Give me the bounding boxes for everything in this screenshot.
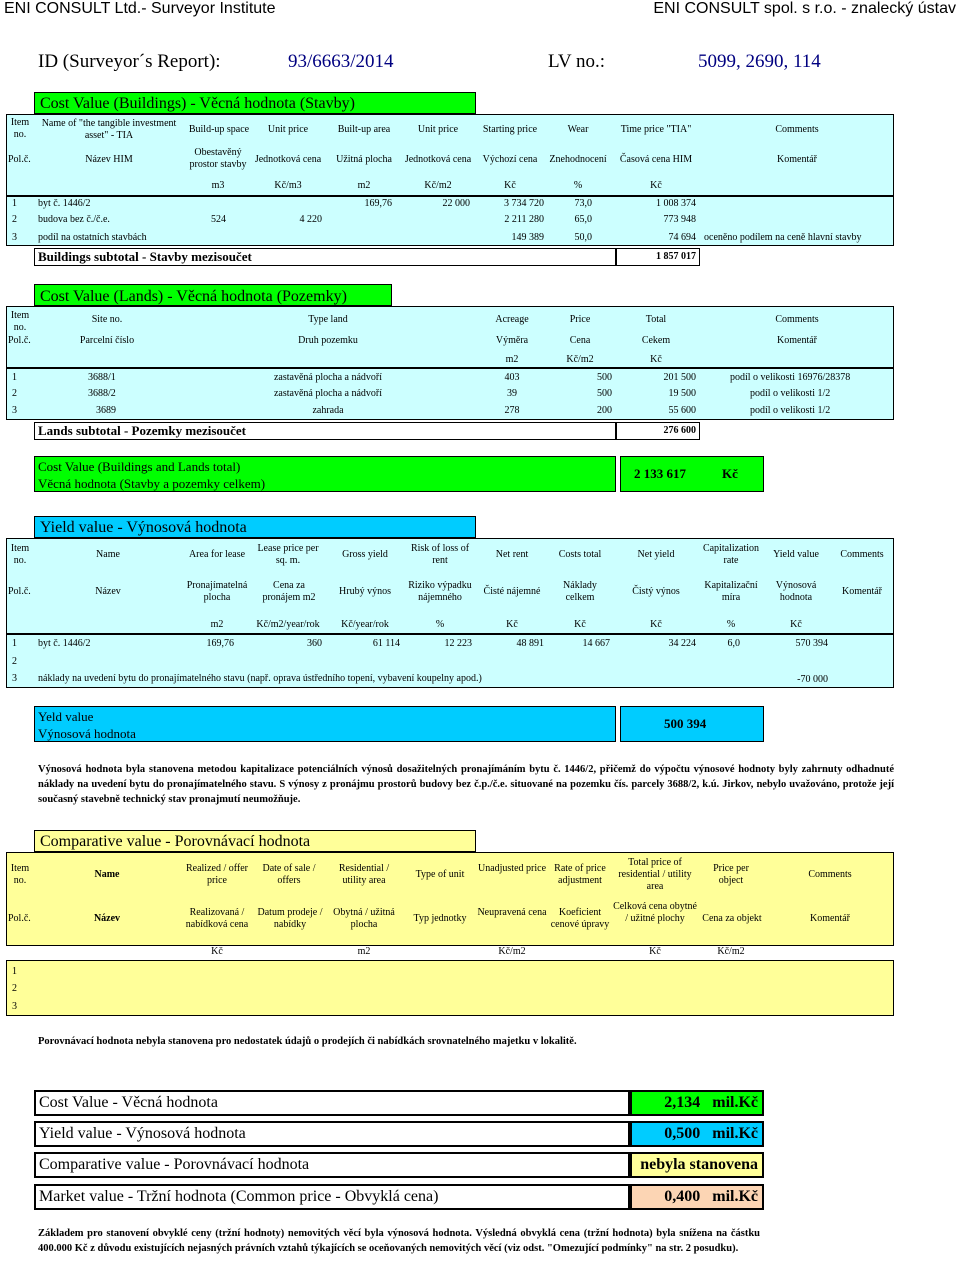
pol-c-header: Pol.č.	[8, 154, 31, 165]
unit-kc2: Kč	[650, 180, 662, 191]
lands-col-total-en: Total	[645, 314, 667, 325]
y-unit-risk: %	[435, 619, 445, 630]
c-row3-no: 3	[12, 1001, 17, 1012]
unit-kc-m2: Kč/m2	[424, 180, 452, 191]
lands-col-acreage-cz: Výměra	[495, 335, 529, 346]
c-col-name-cz: Název	[93, 913, 121, 924]
lands-col-price-en: Price	[569, 314, 591, 325]
b-row2-no: 2	[12, 214, 17, 225]
item-no-header: Item no.	[10, 117, 30, 140]
header-left: ENI CONSULT Ltd.- Surveyor Institute	[4, 0, 276, 17]
y-col-costs-cz: Náklady celkem	[563, 580, 597, 603]
lands-col-acreage-en: Acreage	[495, 314, 529, 325]
y-col-netyield-cz: Čistý výnos	[632, 586, 680, 597]
b-row2-space: 524	[211, 214, 226, 225]
b-row3-time: 74 694	[668, 232, 696, 243]
col-wear-cz: Znehodnocení	[549, 154, 607, 165]
lands-col-type-en: Type land	[308, 314, 348, 325]
y-unit-value: Kč	[790, 619, 802, 630]
l-row1-type: zastavěná plocha a nádvoří	[273, 372, 382, 383]
lands-col-total-cz: Cekem	[641, 335, 671, 346]
total-line1: Cost Value (Buildings and Lands total)	[38, 459, 241, 474]
lands-col-site-cz: Parcelní číslo	[79, 335, 135, 346]
col-area-cz: Užitná plocha	[336, 154, 392, 165]
y-row1-name: byt č. 1446/2	[38, 638, 91, 649]
unit-m2: m2	[357, 180, 371, 191]
report-id-label: ID (Surveyor´s Report):	[38, 51, 221, 72]
col-start-cz: Výchozí cena	[482, 154, 538, 165]
c-col-obj-cz: Cena za objekt	[702, 913, 762, 924]
summary-market-label: Market value - Tržní hodnota (Common price - Obvyklá cena)	[39, 1188, 439, 1205]
b-row1-start: 3 734 720	[504, 198, 544, 209]
lands-col-type-cz: Druh pozemku	[298, 335, 358, 346]
col-uprice-cz: Jednotková cena	[254, 154, 322, 165]
total-currency: Kč	[722, 466, 738, 481]
l-row1-total: 201 500	[663, 372, 696, 383]
c-unit-kc: Kč	[211, 946, 223, 957]
summary-cost-value: 2,134 mil.Kč	[664, 1094, 758, 1111]
lands-item-no: Item no.	[10, 310, 30, 333]
c-col-date-en: Date of sale / offers	[262, 863, 316, 886]
y-unit-gross: Kč/year/rok	[341, 619, 389, 630]
col-space-en: Build-up space	[188, 124, 250, 135]
yield-box-value: 500 394	[664, 716, 707, 731]
col-name-cz: Název HIM	[85, 154, 133, 165]
y-col-comments-en: Comments	[840, 549, 884, 560]
col-space-cz: Obestavěný prostor stavby	[189, 147, 247, 170]
y-col-gross-cz: Hrubý výnos	[339, 586, 391, 597]
y-col-rate-cz: Kapitalizační míra	[704, 580, 758, 603]
y-row1-no: 1	[12, 638, 17, 649]
y-row1-netyield: 34 224	[668, 638, 696, 649]
c-row2-no: 2	[12, 983, 17, 994]
b-row3-wear: 50,0	[574, 232, 592, 243]
y-col-gross-en: Gross yield	[342, 549, 388, 560]
c-col-unadj-en: Unadjusted price	[477, 863, 547, 874]
y-col-value-cz: Výnosová hodnota	[775, 580, 817, 603]
b-row3-name: podíl na ostatních stavbách	[38, 232, 147, 243]
l-row3-type: zahrada	[312, 405, 344, 416]
comp-pol-c: Pol.č.	[8, 913, 31, 924]
total-value: 2 133 617	[634, 466, 686, 481]
c-col-total-en: Total price of residential / utility area	[618, 857, 692, 892]
c-col-price-cz: Realizovaná / nabídková cena	[185, 907, 249, 930]
y-row1-costs: 14 667	[582, 638, 610, 649]
l-row2-type: zastavěná plocha a nádvoří	[273, 388, 382, 399]
lands-pol-c: Pol.č.	[8, 335, 31, 346]
comp-item-no: Item no.	[10, 863, 30, 886]
c-col-price-en: Realized / offer price	[185, 863, 248, 886]
summary-yield-label: Yield value - Výnosová hodnota	[39, 1125, 246, 1142]
col-time-en: Time price "TIA"	[620, 124, 692, 135]
l-row3-acreage: 278	[504, 405, 520, 416]
l-row3-total: 55 600	[668, 405, 696, 416]
summary-yield-value: 0,500 mil.Kč	[664, 1125, 758, 1142]
col-comments-cz: Komentář	[777, 154, 817, 165]
b-row1-wear: 73,0	[574, 198, 592, 209]
col-uprice2-en: Unit price	[417, 124, 459, 135]
summary-market-value: 0,400 mil.Kč	[664, 1188, 758, 1205]
b-row2-uprice: 4 220	[299, 214, 322, 225]
y-col-lease-en: Lease price per sq. m.	[257, 543, 319, 566]
summary-comp-value: nebyla stanovena	[640, 1156, 758, 1173]
b-row1-time: 1 008 374	[656, 198, 696, 209]
yield-box-line2: Výnosová hodnota	[38, 726, 136, 741]
y-row1-lease: 360	[307, 638, 322, 649]
y-row1-rate: 6,0	[727, 638, 740, 649]
final-note: Základem pro stanovení obvyklé ceny (tržní hodnoty) nemovitých věcí byla výnosová hodnota. Výsledná obvyklá cena (tržní hodnota) byla snížena na částku 400.000 Kč z důvodu existujících nejasných právních vztahů týkajících se oceňovaných nemovitých věcí (viz odst. "Omezující podmínky" na str. 2 posudku).	[38, 1228, 760, 1254]
y-unit-netyield: Kč	[650, 619, 662, 630]
l-row1-no: 1	[12, 372, 17, 383]
col-uprice2-cz: Jednotková cena	[404, 154, 472, 165]
c-col-rate-en: Rate of price adjustment	[554, 863, 606, 886]
lands-unit-kc: Kč	[650, 354, 662, 365]
col-name-en: Name of "the tangible investment asset" - TIA	[41, 118, 177, 141]
b-row1-area: 169,76	[364, 198, 392, 209]
lands-subtotal-label: Lands subtotal - Pozemky mezisoučet	[38, 423, 246, 438]
c-col-date-cz: Datum prodeje / nabídky	[257, 907, 323, 930]
y-row1-net: 48 891	[516, 638, 544, 649]
yield-pol-c: Pol.č.	[8, 586, 31, 597]
y-row1-value: 570 394	[795, 638, 828, 649]
b-row1-uprice2: 22 000	[442, 198, 470, 209]
l-row1-price: 500	[597, 372, 612, 383]
lands-subtotal-value: 276 600	[663, 425, 696, 436]
y-col-risk-cz: Riziko výpadku nájemného	[408, 580, 472, 603]
b-row2-time: 773 948	[663, 214, 696, 225]
unit-kc: Kč	[504, 180, 516, 191]
c-col-rate-cz: Koeficient cenové úpravy	[550, 907, 610, 930]
c-col-area-cz: Obytná / užitná plocha	[333, 907, 395, 930]
y-col-area-cz: Pronajímatelná plocha	[186, 580, 248, 603]
lands-unit-m2: m2	[505, 354, 519, 365]
b-row3-no: 3	[12, 232, 17, 243]
comp-rows	[6, 960, 894, 1016]
y-col-area-en: Area for lease	[188, 549, 246, 560]
header-right: ENI CONSULT spol. s r.o. - znalecký ústav	[653, 0, 956, 17]
lv-label: LV no.:	[548, 51, 606, 72]
y-col-netyield-en: Net yield	[637, 549, 675, 560]
y-col-name-en: Name	[96, 549, 120, 560]
c-col-area-en: Residential / utility area	[338, 863, 390, 886]
l-row3-price: 200	[597, 405, 612, 416]
y-col-value-en: Yield value	[773, 549, 819, 560]
lands-col-comments-en: Comments	[775, 314, 819, 325]
buildings-subtotal-label: Buildings subtotal - Stavby mezisoučet	[38, 249, 252, 264]
c-unit-kc-m2b: Kč/m2	[717, 946, 745, 957]
l-row1-comment: podíl o velikosti 16976/28378	[730, 372, 851, 383]
y-row1-gross: 61 114	[372, 638, 400, 649]
yield-note: Výnosová hodnota byla stanovena metodou kapitalizace potenciálních výnosů dosažitelných pronajímáním bytu č. 1446/2, přičemž do výpočtu výnosové hodnoty byly zahrnuty odhadnuté náklady na uvedení bytu do pronajímatelného stavu. S výnosy z pronájmu prostorů budovy bez č.p./č.e. situované na pozemku čís. parcely 3688/2, k.ú. Jirkov, nebylo uvažováno, protože její současný stavebně technický stav pronajmutí neumožňuje.	[38, 764, 894, 805]
yield-box-line1: Yeld value	[38, 709, 94, 724]
l-row2-comment: podíl o velikosti 1/2	[750, 388, 831, 399]
c-col-unadj-cz: Neupravená cena	[477, 907, 547, 918]
y-col-lease-cz: Cena za pronájem m2	[262, 580, 316, 603]
l-row2-site: 3688/2	[88, 388, 116, 399]
c-col-name-en: Name	[94, 869, 120, 880]
y-unit-costs: Kč	[574, 619, 586, 630]
total-line2: Věcná hodnota (Stavby a pozemky celkem)	[38, 476, 266, 491]
c-col-comments-cz: Komentář	[810, 913, 850, 924]
c-col-obj-en: Price per object	[713, 863, 749, 886]
y-unit-lease: Kč/m2/year/rok	[256, 619, 320, 630]
c-col-total-cz: Celková cena obytné / užitné plochy	[613, 901, 697, 924]
y-col-name-cz: Název	[95, 586, 121, 597]
b-row1-no: 1	[12, 198, 17, 209]
buildings-title: Cost Value (Buildings) - Věcná hodnota (Stavby)	[40, 95, 355, 112]
col-wear-en: Wear	[567, 124, 589, 135]
l-row3-no: 3	[12, 405, 17, 416]
lands-col-price-cz: Cena	[569, 335, 591, 346]
y-row1-risk: 12 223	[444, 638, 472, 649]
y-col-net-en: Net rent	[495, 549, 529, 560]
y-unit-rate: %	[726, 619, 736, 630]
y-col-comments-cz: Komentář	[842, 586, 882, 597]
l-row3-site: 3689	[96, 405, 116, 416]
yield-title: Yield value - Výnosová hodnota	[40, 519, 247, 536]
l-row2-acreage: 39	[507, 388, 517, 399]
lands-col-site-en: Site no.	[91, 314, 123, 325]
y-row3-value: -70 000	[797, 674, 828, 685]
b-row2-name: budova bez č./č.e.	[38, 214, 110, 225]
l-row1-acreage: 403	[504, 372, 520, 383]
c-unit-kc-m2: Kč/m2	[498, 946, 526, 957]
c-row1-no: 1	[12, 966, 17, 977]
l-row1-site: 3688/1	[88, 372, 116, 383]
l-row3-comment: podíl o velikosti 1/2	[750, 405, 831, 416]
y-col-risk-en: Risk of loss of rent	[410, 543, 470, 566]
b-row1-name: byt č. 1446/2	[38, 198, 91, 209]
l-row2-price: 500	[597, 388, 612, 399]
y-col-net-cz: Čisté nájemné	[483, 586, 541, 597]
summary-cost-label: Cost Value - Věcná hodnota	[39, 1094, 218, 1111]
y-row3-no: 3	[12, 673, 17, 684]
c-col-type-en: Type of unit	[415, 869, 465, 880]
summary-comp-label: Comparative value - Porovnávací hodnota	[39, 1156, 310, 1173]
col-time-cz: Časová cena HIM	[619, 154, 693, 165]
b-row3-comment: oceněno podílem na ceně hlavní stavby	[704, 232, 862, 243]
c-unit-kc2: Kč	[649, 946, 661, 957]
c-col-type-cz: Typ jednotky	[413, 913, 467, 924]
comp-title: Comparative value - Porovnávací hodnota	[40, 833, 311, 850]
y-unit-net: Kč	[506, 619, 518, 630]
b-row3-start: 149 389	[511, 232, 544, 243]
b-row2-start: 2 211 280	[504, 214, 544, 225]
col-start-en: Starting price	[482, 124, 538, 135]
unit-m3: m3	[211, 180, 225, 191]
yield-item-no: Item no.	[10, 543, 30, 566]
col-area-en: Built-up area	[337, 124, 391, 135]
unit-pct: %	[573, 180, 583, 191]
y-col-rate-en: Capitalization rate	[702, 543, 760, 566]
l-row2-total: 19 500	[668, 388, 696, 399]
lands-unit-kc-m2: Kč/m2	[566, 354, 594, 365]
b-row2-wear: 65,0	[574, 214, 592, 225]
lands-col-comments-cz: Komentář	[777, 335, 817, 346]
col-comments-en: Comments	[775, 124, 819, 135]
report-id-value: 93/6663/2014	[288, 51, 394, 72]
col-uprice-en: Unit price	[267, 124, 309, 135]
l-row2-no: 2	[12, 388, 17, 399]
c-col-comments-en: Comments	[808, 869, 852, 880]
unit-kc-m3: Kč/m3	[274, 180, 302, 191]
lands-title: Cost Value (Lands) - Věcná hodnota (Pozemky)	[40, 288, 347, 305]
c-unit-m2: m2	[357, 946, 371, 957]
y-row1-area: 169,76	[206, 638, 234, 649]
y-unit-m2: m2	[210, 619, 224, 630]
y-row3-text: náklady na uvedení bytu do pronajímatelného stavu (např. oprava ústředního topení, vybavení koupelny apod.)	[38, 673, 482, 684]
comp-note: Porovnávací hodnota nebyla stanovena pro nedostatek údajů o prodejích či nabídkách srovnatelného majetku v lokalitě.	[38, 1036, 577, 1047]
y-row2-no: 2	[12, 656, 17, 667]
lv-value: 5099, 2690, 114	[698, 51, 821, 72]
y-col-costs-en: Costs total	[558, 549, 602, 560]
buildings-subtotal-value: 1 857 017	[656, 251, 696, 262]
